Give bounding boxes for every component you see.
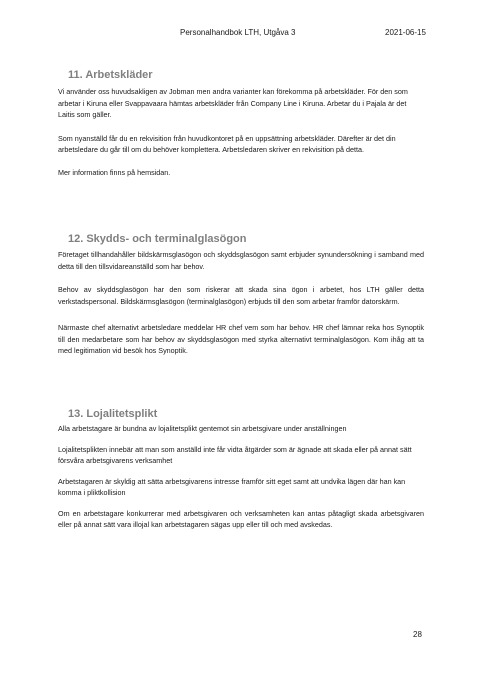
paragraph: Företaget tillhandahåller bildskärmsglasögon och skyddsglasögon samt erbjuder synundersökning i samband med detta till den tillsvidareanställd som har behov. [58,250,424,271]
section-heading: 13. Lojalitetsplikt [68,408,158,420]
page-number: 28 [413,630,422,639]
section-arbetsklader [58,68,424,178]
paragraph: Mer information finns på hemsidan. [58,167,171,177]
section-lojalitetsplikt [58,407,424,531]
section-heading: 11. Arbetskläder [68,69,153,81]
header-date: 2021-06-15 [385,28,426,37]
paragraph: Vi använder oss huvudsakligen av Jobman men andra varianter kan förekomma på arbetskläder. För den som arbetar i Kiruna eller Svappavaara hämtas arbetskläder från Company Line i Kiruna. Arbetar du i Pajala är det Laitis som gäller. [58,87,408,119]
paragraph: Som nyanställd får du en rekvisition från huvudkontoret på en uppsättning arbetskläder. Därefter är det din arbetsledare du går till om du behöver komplettera. Arbetsledaren skriver en rekvisition på detta. [58,133,396,154]
paragraph: Närmaste chef alternativt arbetsledare meddelar HR chef vem som har behov. HR chef lämnar reka hos Synoptik till den medarbetare som har behov av skyddsglasögon med styrka alternativt terminalglasögon. Kom ihåg att ta med legitimation vid besök hos Synoptik. [58,323,424,355]
paragraph: Om en arbetstagare konkurrerar med arbetsgivaren och verksamheten kan antas påtagligt skada arbetsgivaren eller på annat sätt vara illojal kan arbetstagaren sägas upp eller till och med avskedas. [58,508,424,529]
paragraph: Lojalitetsplikten innebär att man som anställd inte får vidta åtgärder som är ägnade att skada eller på annat sätt försvåra arbetsgivarens verksamhet [58,444,412,465]
paragraph: Behov av skyddsglasögon har den som riskerar att skada sina ögon i arbetet, hos LTH gäller detta verkstadspersonal. Bildskärmsglasögon (terminalglasögon) erbjuds till den som arbetar framför datorskärm. [58,285,424,306]
paragraph: Arbetstagaren är skyldig att sätta arbetsgivarens intresse framför sitt eget samt att undvika lägen där han kan komma i pliktkollision [58,476,406,497]
section-heading: 12. Skydds- och terminalglasögon [68,233,247,245]
section-skydds-och-terminalglasogon [58,232,424,357]
paragraph: Alla arbetstagare är bundna av lojalitetsplikt gentemot sin arbetsgivare under anställningen [58,424,347,433]
header-title: Personalhandbok LTH, Utgåva 3 [180,28,296,37]
